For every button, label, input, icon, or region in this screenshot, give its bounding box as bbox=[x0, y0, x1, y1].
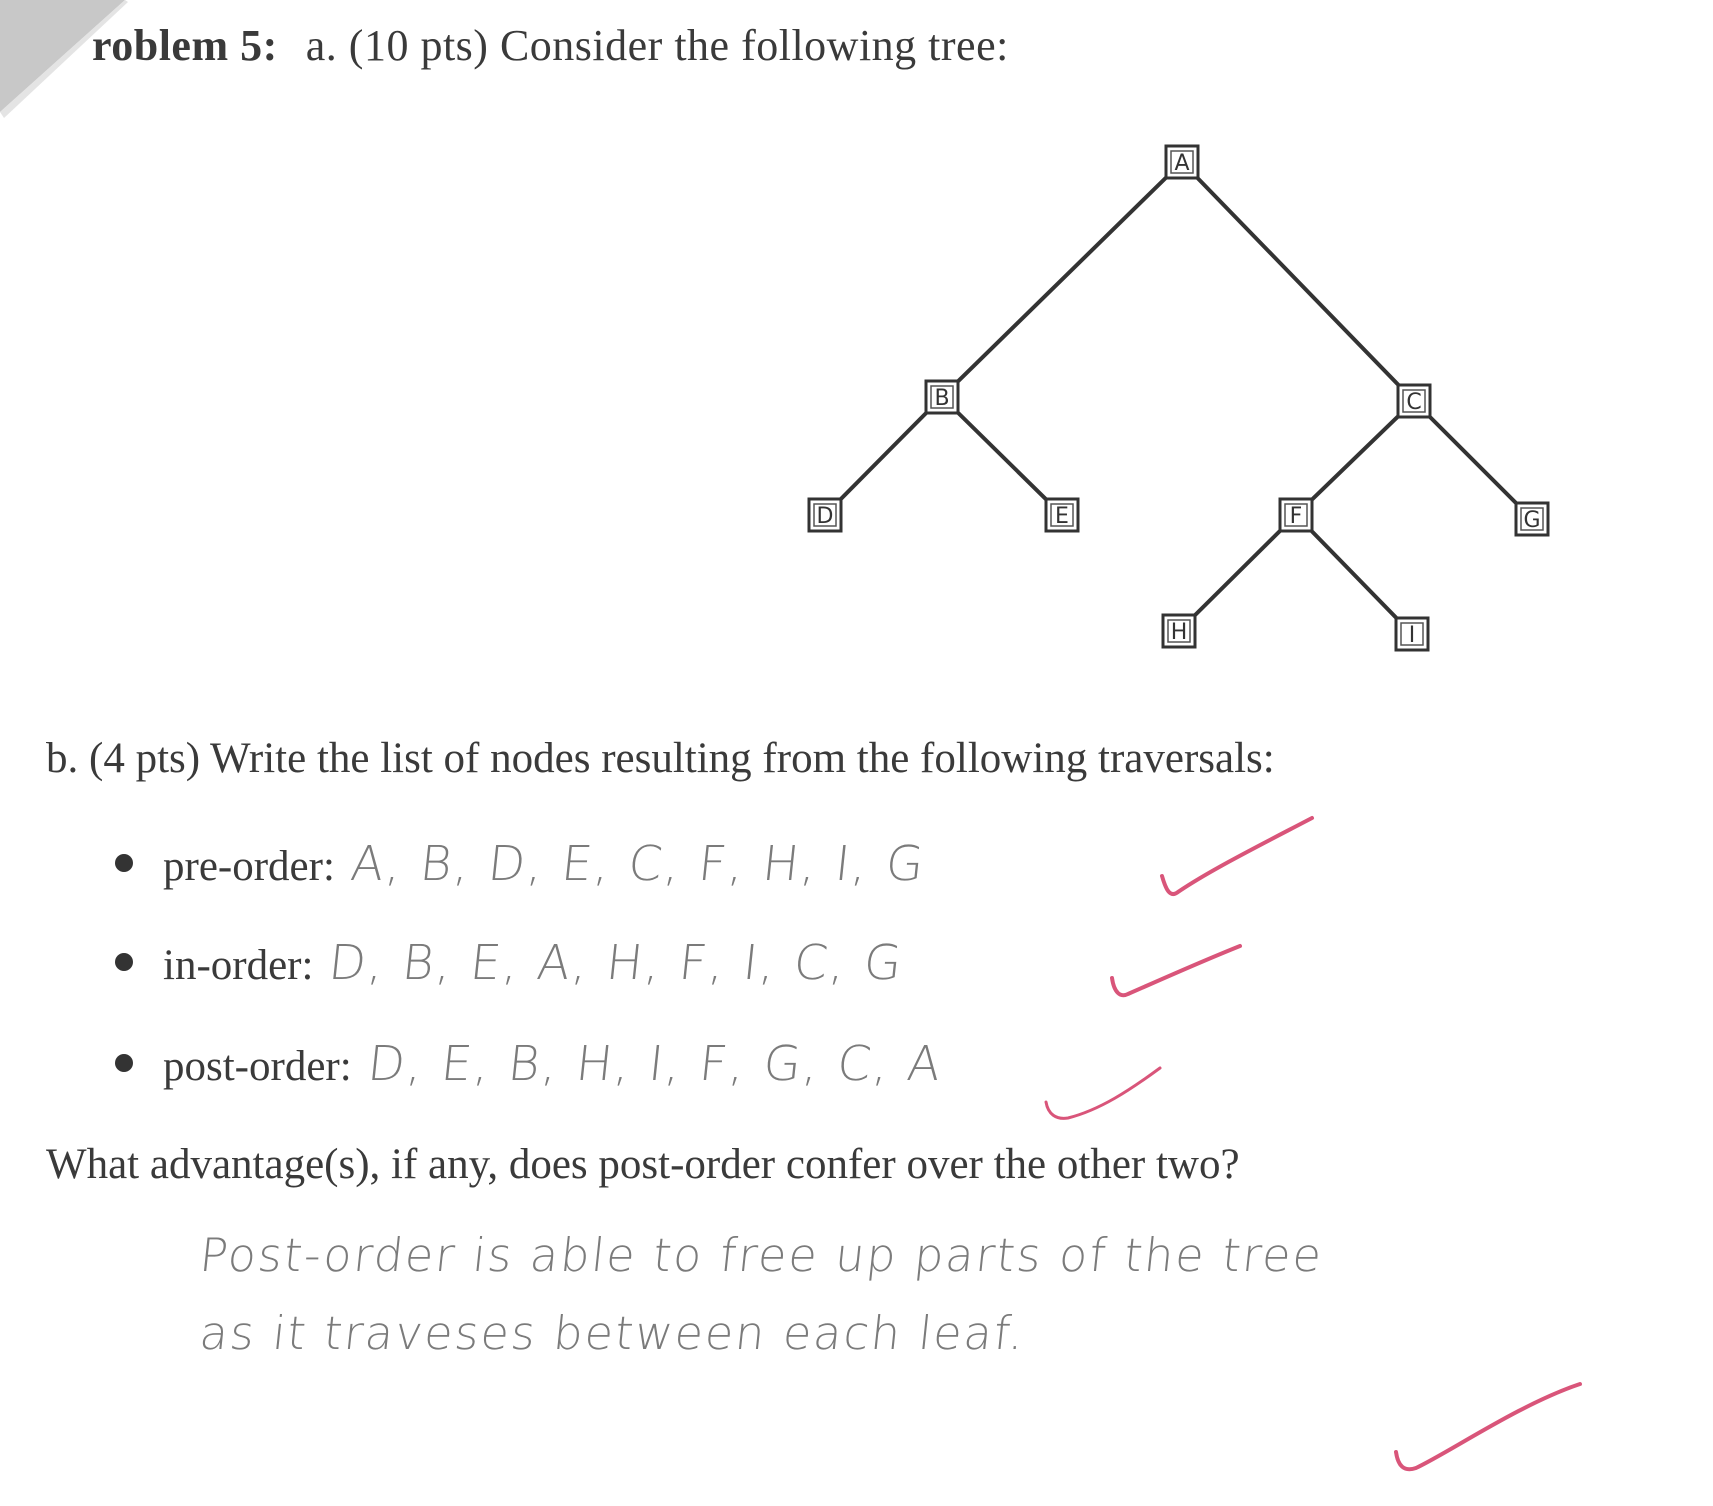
checkmark-icon bbox=[1162, 818, 1312, 894]
tree-edge-F-H bbox=[1179, 515, 1296, 631]
tree-edge-C-F bbox=[1296, 401, 1414, 515]
tree-node-label: F bbox=[1289, 504, 1303, 529]
tree-node-B bbox=[926, 381, 958, 413]
tree-node-label: E bbox=[1055, 504, 1069, 529]
tree-node-label: I bbox=[1408, 623, 1416, 648]
bullet-icon bbox=[115, 854, 133, 872]
tree-edge-F-I bbox=[1296, 515, 1412, 634]
tree-node-E bbox=[1046, 499, 1078, 531]
tree-node-H bbox=[1163, 615, 1195, 647]
part-b-prompt: b. (4 pts) Write the list of nodes resulting from the following traversals: bbox=[46, 735, 1275, 782]
tree-node-F bbox=[1280, 499, 1312, 531]
tree-node-label: B bbox=[934, 386, 950, 411]
tree-node-A bbox=[1166, 146, 1198, 178]
tree-node-label: G bbox=[1523, 508, 1541, 533]
tree-node-C bbox=[1398, 385, 1430, 417]
part-a-prompt: a. (10 pts) Consider the following tree: bbox=[305, 21, 1009, 70]
tree-node-D bbox=[809, 499, 841, 531]
tree-edge-A-C bbox=[1182, 162, 1414, 401]
problem-label: roblem 5: bbox=[92, 21, 278, 70]
checkmark-icon bbox=[1046, 1068, 1160, 1118]
bullet-icon bbox=[115, 1054, 133, 1072]
traversal-label: post-order: bbox=[163, 1043, 352, 1090]
tree-nodes bbox=[809, 146, 1548, 650]
traversal-label: in-order: bbox=[163, 942, 314, 989]
checkmark-icon bbox=[1396, 1384, 1580, 1469]
traversal-inorder bbox=[115, 935, 907, 991]
tree-node-label: A bbox=[1174, 151, 1190, 176]
tree-node-label: C bbox=[1406, 390, 1422, 415]
traversal-preorder bbox=[115, 836, 929, 892]
handwritten-answer: D, B, E, A, H, F, I, C, G bbox=[326, 935, 907, 991]
handwritten-answer-line-1: Post-order is able to free up parts of the tree bbox=[197, 1228, 1326, 1282]
traversal-label: pre-order: bbox=[163, 843, 335, 890]
tree-edge-A-B bbox=[942, 162, 1182, 397]
tree-node-G bbox=[1516, 503, 1548, 535]
tree-node-I bbox=[1396, 618, 1428, 650]
checkmark-icon bbox=[1112, 946, 1240, 995]
tree-edge-B-E bbox=[942, 397, 1062, 515]
tree-edge-B-D bbox=[825, 397, 942, 515]
tree-node-label: H bbox=[1170, 620, 1188, 645]
tree-node-label: D bbox=[816, 504, 834, 529]
bullet-icon bbox=[115, 953, 133, 971]
handwritten-answer: A, B, D, E, C, F, H, I, G bbox=[347, 836, 929, 892]
handwritten-answer: D, E, B, H, I, F, G, C, A bbox=[364, 1036, 945, 1092]
traversal-postorder bbox=[115, 1036, 945, 1092]
binary-tree-diagram bbox=[0, 0, 1713, 700]
advantage-prompt: What advantage(s), if any, does post-order confer over the other two? bbox=[46, 1141, 1240, 1188]
handwritten-answer-line-2: as it traveses between each leaf. bbox=[197, 1306, 1029, 1360]
tree-edge-C-G bbox=[1414, 401, 1532, 519]
